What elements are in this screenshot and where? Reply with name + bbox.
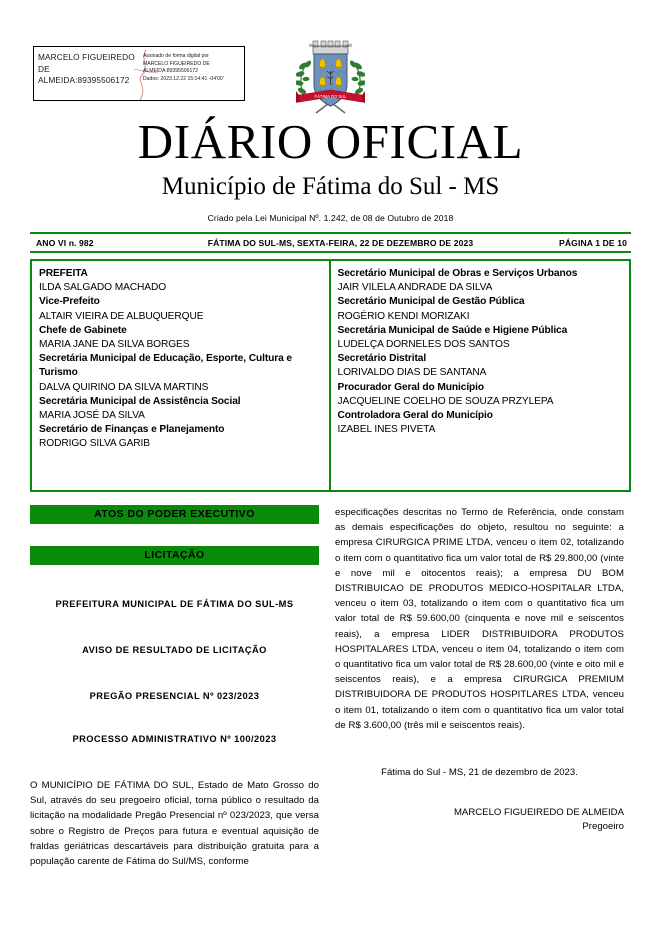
official-name: LORIVALDO DIAS DE SANTANA (337, 367, 487, 379)
spacer (335, 780, 624, 806)
spacer (335, 733, 624, 765)
official-role: Procurador Geral do Município (337, 381, 485, 393)
notice-paragraph-part-2: especificações descritas no Termo de Referência, onde constam as demais especificações do objeto, resultou no seguinte: a empresa CIRURGICA PRIME LTDA, venceu o item 02, totalizando o item com o quantitativo fica um valor total de R$ 29.800,00 (vinte e nove mil e oitocentos reais); a empresa DU BOM DISTRIBUICAO DE PRODUTOS MEDICO-HOSPITALAR LTDA, venceu o item 03, totalizando o item com o quantitativo fica um valor total de R$ 59.600,00 (cinquenta e nove mil e seiscentos reais), a empresa LIDER DISTRIBUIDORA PRODUTOS HOSPITALARES LTDA, venceu o item 04, totalizando o item com o quantitativo fica um valor total de R$ 28.600,00 (vinte e oito mil e seiscentos reais), e a empresa CIRURGICA PREMIUM DISTRIBUIDORA DE PRODUTOS HOSPITLARES LTDA, venceu o item 01, totalizando o item com o quantitativo fica um valor total de R$ 3.600,00 (três mil e seiscentos reais). (335, 507, 624, 731)
heading-processo: PROCESSO ADMINISTRATIVO Nº 100/2023 (72, 734, 277, 744)
official-role: Chefe de Gabinete (39, 324, 127, 336)
official-role: PREFEITA (39, 268, 88, 279)
issue-year-number: ANO VI n. 982 (36, 237, 94, 248)
official-role: Secretário Municipal de Obras e Serviços Urbanos (337, 268, 578, 279)
notice-place-date: Fátima do Sul - MS, 21 de dezembro de 2023. (381, 767, 578, 779)
notice-signer-role: Pregoeiro (582, 821, 624, 833)
body-column-left (30, 505, 319, 869)
spacer (30, 703, 319, 733)
official-name: IZABEL INES PIVETA (337, 424, 436, 436)
page-number: PÁGINA 1 DE 10 (559, 237, 627, 248)
coat-of-arms-icon (296, 33, 365, 121)
official-role: Secretária Municipal de Saúde e Higiene Pública (337, 324, 568, 336)
heading-pregao: PREGÃO PRESENCIAL Nº 023/2023 (89, 691, 260, 701)
notice-signer-name: MARCELO FIGUEIREDO DE ALMEIDA (453, 807, 624, 819)
official-role: Secretária Municipal de Educação, Esporte, Cultura e Turismo (39, 353, 292, 379)
masthead-subtitle: Município de Fátima do Sul - MS (161, 173, 500, 200)
official-name: ILDA SALGADO MACHADO (39, 282, 167, 294)
body-column-right (335, 505, 624, 869)
official-name: LUDELÇA DORNELES DOS SANTOS (337, 339, 510, 351)
official-role: Secretário de Finanças e Planejamento (39, 424, 225, 436)
officials-column-left (32, 261, 331, 490)
official-role: Secretária Municipal de Assistência Social (39, 395, 241, 407)
signature-detail-line-2: MARCELO FIGUEIREDO DE (143, 60, 210, 67)
spacer (30, 611, 319, 644)
officials-column-right (331, 261, 630, 490)
spacer (30, 565, 319, 598)
spacer (30, 524, 319, 546)
officials-table (30, 259, 631, 492)
official-role: Secretário Municipal de Gestão Pública (337, 296, 525, 308)
official-name: DALVA QUIRINO DA SILVA MARTINS (39, 381, 209, 393)
body-columns (30, 505, 631, 869)
official-name: JACQUELINE COELHO DE SOUZA PRZYLEPA (337, 395, 554, 407)
official-role: Controladora Geral do Município (337, 410, 493, 422)
official-name: ALTAIR VIEIRA DE ALBUQUERQUE (39, 310, 204, 322)
signature-detail-line-4: Dados: 2023.12.22 15:14:41 -04'00' (143, 75, 224, 82)
official-name: RODRIGO SILVA GARIB (39, 438, 150, 450)
heading-prefeitura: PREFEITURA MUNICIPAL DE FÁTIMA DO SUL-MS (55, 599, 294, 609)
official-role: Vice-Prefeito (39, 296, 100, 308)
official-name: MARIA JANE DA SILVA BORGES (39, 339, 190, 351)
issue-info-bar (30, 232, 631, 253)
digital-signature-stamp (33, 46, 245, 101)
section-banner-licitacao: LICITAÇÃO (30, 546, 319, 565)
official-name: MARIA JOSÉ DA SILVA (39, 410, 145, 422)
official-name: JAIR VILELA ANDRADE DA SILVA (337, 282, 493, 294)
page-title: DIÁRIO OFICIAL (137, 114, 524, 169)
heading-aviso: AVISO DE RESULTADO DE LICITAÇÃO (82, 645, 267, 655)
signature-detail-line-1: Assinado de forma digital por (143, 53, 209, 59)
issue-place-date: FÁTIMA DO SUL-MS, SEXTA-FEIRA, 22 DE DEZEMBRO DE 2023 (207, 237, 474, 248)
spacer (30, 657, 319, 690)
official-name: ROGÉRIO KENDI MORIZAKI (337, 310, 470, 322)
official-role: Secretário Distrital (337, 353, 427, 365)
section-banner-atos: ATOS DO PODER EXECUTIVO (30, 505, 319, 524)
signature-details (138, 47, 244, 100)
masthead-law-line: Criado pela Lei Municipal Nº. 1.242, de 08 de Outubro de 2018 (207, 213, 454, 223)
crest-banner-text: FÁTIMA DO SUL (314, 94, 347, 99)
notice-paragraph-part-1: O MUNICÍPIO DE FÁTIMA DO SUL, Estado de Mato Grosso do Sul, através do seu pregoeiro oficial, torna público o resultado da licitação na modalidade Pregão Presencial nº 023/2023, que versa sobre o Registro de Preços para futura e eventual aquisição de fraldas geriátricas descartáveis para distribuição gratuita para a população carente de Fátima do Sul/MS, conforme (30, 780, 319, 868)
signature-detail-line-3: ALMEIDA:89395506172 (143, 68, 198, 75)
signature-signer-name: MARCELO FIGUEIREDO DE ALMEIDA:89395506172 (38, 52, 135, 85)
